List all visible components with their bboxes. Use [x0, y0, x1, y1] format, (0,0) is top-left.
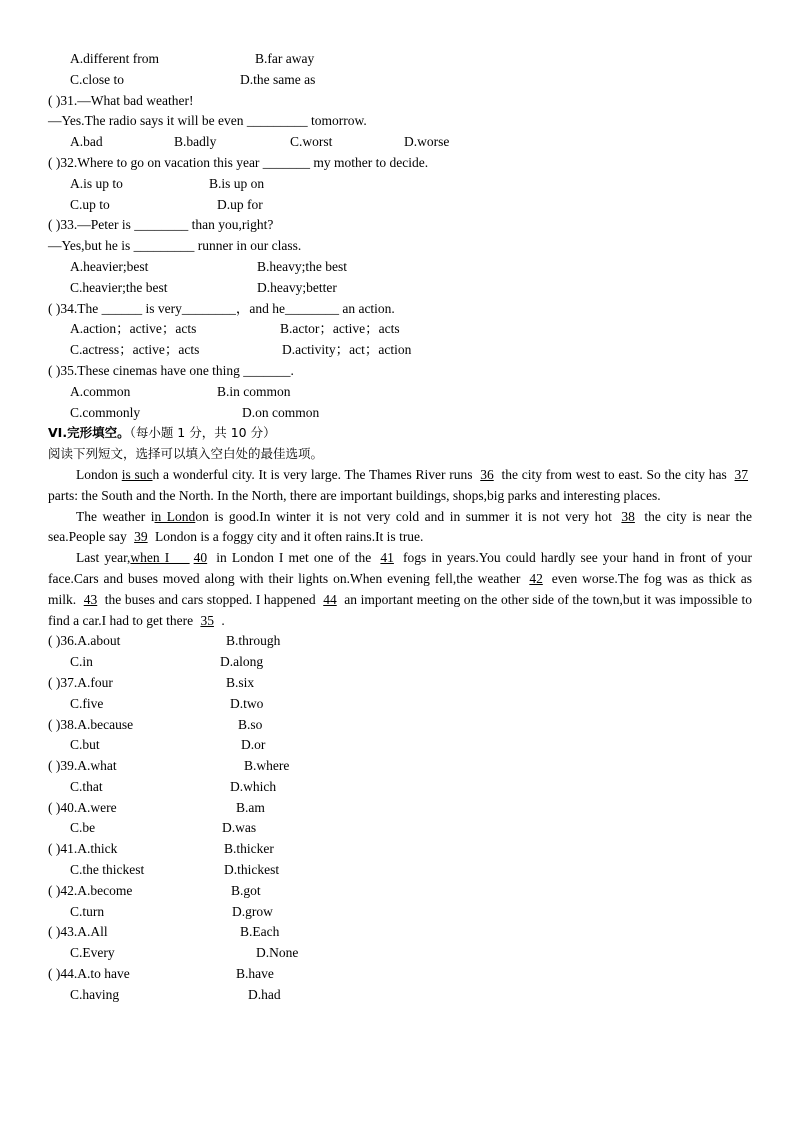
- cloze-row: [48, 943, 752, 964]
- cloze-option-a: ( )39.A.what: [48, 758, 117, 774]
- option-b: B.actor；active；acts: [280, 321, 400, 337]
- blank-43: 43: [83, 591, 98, 607]
- option-row: [48, 278, 752, 299]
- option-d: D.heavy;better: [257, 279, 337, 295]
- cloze-option-c: C.Every: [70, 945, 115, 961]
- option-a: A.common: [70, 383, 131, 399]
- cloze-row: [48, 922, 752, 943]
- cloze-option-d: D.had: [248, 986, 281, 1002]
- blank-37: 37: [734, 466, 749, 482]
- cloze-option-d: D.which: [230, 778, 277, 794]
- cloze-option-d: D.grow: [232, 903, 273, 919]
- blank-42: 42: [529, 570, 543, 586]
- cloze-option-b: B.through: [226, 633, 281, 649]
- cloze-option-a: ( )40.A.were: [48, 799, 117, 815]
- option-c: C.worst: [290, 134, 333, 150]
- cloze-row: [48, 964, 752, 985]
- cloze-option-b: B.six: [226, 674, 255, 690]
- cloze-option-d: D.None: [256, 945, 299, 961]
- option-row: [48, 319, 752, 340]
- option-d: D.the same as: [240, 71, 316, 87]
- cloze-option-a: ( )43.A.All: [48, 924, 108, 940]
- blank-38: 38: [621, 508, 635, 524]
- cloze-option-a: ( )41.A.thick: [48, 841, 118, 857]
- option-b: B.is up on: [209, 175, 265, 191]
- cloze-option-a: ( )44.A.to have: [48, 966, 130, 982]
- option-b: B.in common: [217, 383, 291, 399]
- option-c: C.commonly: [70, 404, 141, 420]
- option-a: A.is up to: [70, 175, 123, 191]
- section-heading: [48, 423, 752, 444]
- option-d: D.worse: [404, 134, 450, 150]
- option-d: D.activity；act；action: [282, 342, 412, 358]
- cloze-option-c: C.in: [70, 654, 93, 670]
- option-d: D.on common: [242, 404, 320, 420]
- cloze-row: [48, 631, 752, 652]
- option-c: C.up to: [70, 196, 110, 212]
- section-score: （每小题 1 分，共 10 分）: [129, 425, 276, 441]
- cloze-option-b: B.thicker: [224, 841, 274, 857]
- option-b: B.heavy;the best: [257, 258, 347, 274]
- cloze-option-c: C.the thickest: [70, 862, 145, 878]
- blank-39: 39: [134, 529, 148, 545]
- cloze-row: [48, 756, 752, 777]
- cloze-option-d: D.two: [230, 695, 264, 711]
- question-35-stem: ( )35.These cinemas have one thing _______.: [48, 362, 294, 378]
- option-c: C.actress；active；acts: [70, 342, 200, 358]
- cloze-option-b: B.where: [244, 758, 290, 774]
- section-title: VI.完形填空。: [48, 425, 130, 441]
- option-row: [48, 382, 752, 403]
- cloze-row: [48, 985, 752, 1006]
- passage-paragraph-3: Last year,when I 40 in London I met one of the 41 fogs in years.You could hardly see your hand in front of your face.Cars and buses moved along with their lights on.When evening fell,the weather 42 even worse.The fog was as thick as milk. 43 the buses and cars stopped. I happened 44 an important meeting on the other side of the town,but it was impossible to find a car.I had to get there 35 .: [48, 550, 752, 628]
- option-row: [48, 132, 752, 153]
- cloze-option-b: B.am: [236, 799, 265, 815]
- option-a: A.heavier;best: [70, 258, 149, 274]
- exam-page: [48, 49, 752, 1006]
- cloze-row: [48, 818, 752, 839]
- question-32-stem: ( )32.Where to go on vacation this year _______ my mother to decide.: [48, 154, 429, 170]
- question-31-stem-2: —Yes.The radio says it will be even _________ tomorrow.: [48, 113, 367, 129]
- option-row: [48, 174, 752, 195]
- passage-paragraph-1: London is such a wonderful city. It is very large. The Thames River runs 36 the city from west to east. So the city has 37 parts: the South and the North. In the North, there are important buildings, shops,big parks and interesting places.: [48, 465, 752, 507]
- option-row: [48, 195, 752, 216]
- cloze-option-d: D.or: [241, 737, 266, 753]
- cloze-option-c: C.but: [70, 737, 100, 753]
- option-row: [48, 257, 752, 278]
- blank-40: 40: [193, 550, 208, 566]
- blank-44: 44: [323, 591, 337, 607]
- cloze-option-a: ( )42.A.become: [48, 882, 133, 898]
- cloze-option-d: D.along: [220, 654, 264, 670]
- cloze-row: [48, 881, 752, 902]
- cloze-row: [48, 798, 752, 819]
- cloze-option-d: D.was: [222, 820, 257, 836]
- cloze-row: [48, 777, 752, 798]
- cloze-option-c: C.be: [70, 820, 96, 836]
- cloze-row: [48, 735, 752, 756]
- blank-41: 41: [380, 550, 394, 566]
- cloze-option-c: C.five: [70, 695, 104, 711]
- option-b: B.far away: [255, 51, 315, 66]
- option-row: [48, 70, 752, 91]
- cloze-option-b: B.Each: [240, 924, 280, 940]
- cloze-row: [48, 839, 752, 860]
- question-31-stem: ( )31.—What bad weather!: [48, 92, 194, 108]
- question-34-stem: ( )34.The ______ is very________，and he________ an action.: [48, 300, 395, 316]
- question-33-stem: ( )33.—Peter is ________ than you,right?: [48, 217, 274, 233]
- cloze-row: [48, 715, 752, 736]
- blank-35: 35: [200, 612, 214, 628]
- option-a: A.bad: [70, 134, 103, 150]
- cloze-row: [48, 652, 752, 673]
- cloze-option-a: ( )37.A.four: [48, 674, 113, 690]
- cloze-option-b: B.have: [236, 966, 274, 982]
- option-row: [48, 340, 752, 361]
- option-d: D.up for: [217, 196, 263, 212]
- cloze-option-a: ( )36.A.about: [48, 633, 121, 649]
- option-b: B.badly: [174, 134, 217, 150]
- cloze-row: [48, 673, 752, 694]
- cloze-option-b: B.got: [231, 882, 261, 898]
- option-a: A.different from: [70, 51, 159, 66]
- option-c: C.heavier;the best: [70, 279, 168, 295]
- option-a: A.action；active；acts: [70, 321, 197, 337]
- cloze-option-b: B.so: [238, 716, 263, 732]
- cloze-option-d: D.thickest: [224, 862, 280, 878]
- option-row: [48, 49, 752, 70]
- option-c: C.close to: [70, 71, 124, 87]
- blank-36: 36: [480, 466, 494, 482]
- passage-paragraph-2: The weather in London is good.In winter it is not very cold and in summer it is not very hot 38 the city is near the sea.People say 39 London is a foggy city and it often rains.It is true.: [48, 508, 752, 545]
- option-row: [48, 403, 752, 424]
- question-33-stem-2: —Yes,but he is _________ runner in our class.: [48, 238, 302, 254]
- cloze-row: [48, 902, 752, 923]
- cloze-row: [48, 694, 752, 715]
- cloze-option-c: C.having: [70, 986, 120, 1002]
- section-instruction: 阅读下列短文，选择可以填入空白处的最佳选项。: [48, 446, 324, 462]
- cloze-option-a: ( )38.A.because: [48, 716, 134, 732]
- cloze-option-c: C.turn: [70, 903, 105, 919]
- cloze-row: [48, 860, 752, 881]
- cloze-option-c: C.that: [70, 778, 103, 794]
